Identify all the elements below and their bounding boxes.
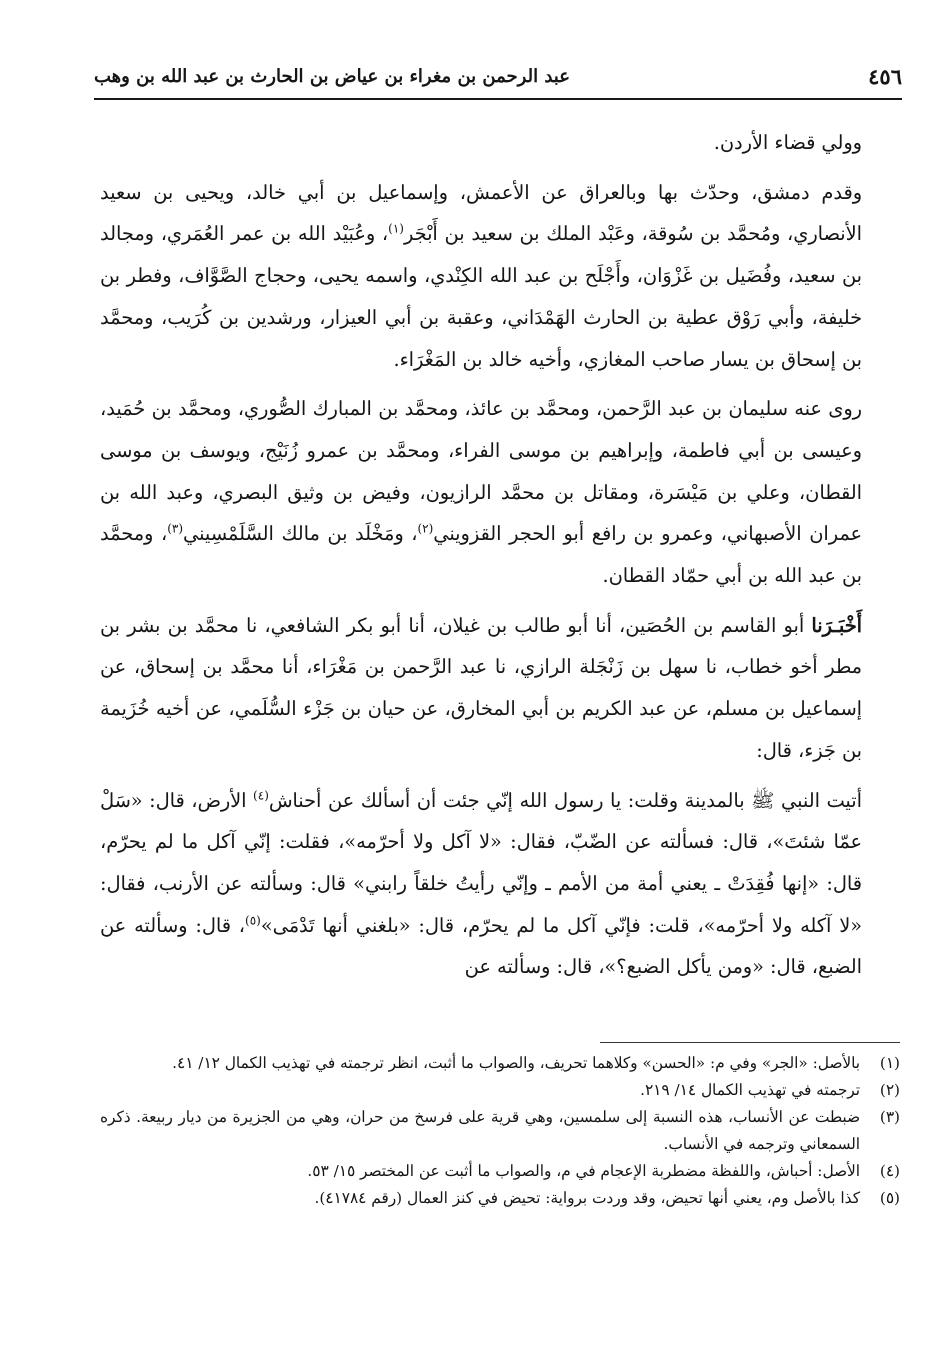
footnote-ref-4: (٤)	[253, 788, 269, 803]
running-title: عبد الرحمن بن مغراء بن عياض بن الحارث بن عبد الله بن وهب	[94, 66, 570, 87]
footnote-ref-2: (٢)	[417, 521, 434, 536]
footnote-2	[100, 1077, 900, 1104]
footnote-text: الأصل: أحباش، واللفظة مضطربة الإعجام في م، والصواب ما أثبت عن المختصر ١٥/ ٥٣.	[307, 1162, 860, 1180]
footnote-ref-1: (١)	[388, 221, 404, 236]
footnote-number: (٥)	[879, 1189, 900, 1207]
paragraph-5-text-b: الأرض، قال: «سَلْ عمّا شئتَ»، قال: فسألته عن الضّبّ، فقال: «لا آكل ولا أحرّمه»، فقلت: إنّي آكل ما لم يحرّم، قال: «إنها فُقِدَتْ ـ يعني أمة من الأمم ـ وإنّي رأيتُ خلقاً رابني» قال: وسألته عن الأرنب، فقال: «لا آكله ولا أحرّمه»، قلت: فإنّي آكل ما لم يحرّم، قال: «بلغني أنها تَدْمَى»	[100, 788, 863, 937]
paragraph-4-text: أبو القاسم بن الحُصَين، أنا أبو طالب بن غيلان، أنا أبو بكر الشافعي، نا محمَّد بن بشر بن مطر أخو خطاب، نا سهل بن زَنْجَلة الرازي، نا عبد الرَّحمن بن مَغْرَاء، أنا محمَّد بن إسحاق، عن إسماعيل بن مسلم، عن عبد الكريم بن أبي المخارق، عن حيان بن جَزْء السُّلَمي، عن أخيه خُزَيمة بن جَزء، قال:	[100, 613, 862, 762]
footnote-3	[100, 1104, 900, 1158]
paragraph-1	[100, 122, 900, 164]
main-text	[100, 122, 900, 988]
footnote-number: (١)	[879, 1054, 900, 1072]
paragraph-5-text-a: أتيت النبي ﷺ بالمدينة وقلت: يا رسول الله إنّي جئت أن أسألك عن أحناش	[268, 788, 862, 812]
footnote-4	[100, 1158, 900, 1185]
footnotes	[100, 1050, 900, 1212]
page-header	[94, 52, 902, 100]
paragraph-2-text-a: وقدم دمشق، وحدّث بها وبالعراق عن الأعمش، وإسماعيل بن أبي خالد، ويحيى بن سعيد الأنصاري، ومُحمَّد بن سُوقة، وعَبْد الملك بن سعيد بن أَبْجَر	[100, 180, 862, 246]
footnote-number: (٤)	[879, 1162, 900, 1180]
footnote-text: ضبطت عن الأنساب، هذه النسبة إلى سلمسين، وهي قرية على فرسخ من حران، وهي من الجزيرة من ديار ربيعة. ذكره السمعاني وترجمه في الأنساب.	[100, 1108, 860, 1153]
footnote-ref-3: (٣)	[167, 521, 184, 536]
footnote-5	[100, 1185, 900, 1212]
paragraph-2	[100, 172, 900, 381]
paragraph-2-text-b: ، وعُبَيْد الله بن عمر العُمَري، ومجالد بن سعيد، وفُضَيل بن غَزْوَان، وأَجْلَح بن عبد الله الكِنْدي، واسمه يحيى، وحجاج الصَّوَّاف، وفطر بن خليفة، وأبي رَوْق عطية بن الحارث الهَمْدَاني، وعقبة بن أبي العيزار، ورشدين بن كُرَيب، ومحمَّد بن إسحاق بن يسار صاحب المغازي، وأخيه خالد بن المَغْرَاء.	[100, 222, 862, 371]
footnote-number: (٢)	[879, 1081, 900, 1099]
footnote-ref-5: (٥)	[245, 913, 261, 928]
paragraph-4	[100, 605, 900, 772]
footnote-text: ترجمته في تهذيب الكمال ١٤/ ٢١٩.	[640, 1081, 860, 1099]
footnote-separator	[600, 1042, 900, 1043]
paragraph-5	[100, 780, 900, 989]
paragraph-3	[100, 388, 900, 597]
paragraph-3-text-b: ، ومَخْلَد بن مالك السَّلَمْسِيني	[183, 522, 418, 546]
page-number: ٤٥٦	[868, 64, 902, 89]
paragraph-3-text-c: ، ومحمَّد بن عبد الله بن أبي حمّاد القطان.	[100, 522, 862, 588]
paragraph-1-text: وولي قضاء الأردن.	[713, 131, 862, 154]
footnote-text: بالأصل: «الجر» وفي م: «الحسن» وكلاهما تحريف، والصواب ما أثبت، انظر ترجمته في تهذيب الكمال ١٢/ ٤١.	[172, 1054, 860, 1072]
footnote-1	[100, 1050, 900, 1077]
paragraph-3-text-a: روى عنه سليمان بن عبد الرَّحمن، ومحمَّد بن عائذ، ومحمَّد بن المبارك الصُّوري، ومحمَّد بن حُمَيد، وعيسى بن أبي فاطمة، وإبراهيم بن موسى الفراء، ومحمَّد بن عمرو زُنَيْج، ويوسف بن موسى القطان، وعلي بن مَيْسَرة، ومقاتل بن محمَّد الرازيون، وفيض بن وثيق البصري، وعبد الله بن عمران الأصبهاني، وعمرو بن رافع أبو الحجر القزويني	[100, 397, 862, 546]
isnad-lead-word: أَخْبَـرَنا	[811, 613, 862, 637]
footnote-number: (٣)	[879, 1108, 900, 1126]
footnote-text: كذا بالأصل وم، يعني أنها تحيض، وقد وردت برواية: تحيض في كنز العمال (رقم ٤١٧٨٤).	[314, 1189, 860, 1207]
paragraph-5-text-c: ، قال: وسألته عن الضبع، قال: «ومن يأكل الضبع؟»، قال: وسألته عن	[100, 913, 862, 979]
